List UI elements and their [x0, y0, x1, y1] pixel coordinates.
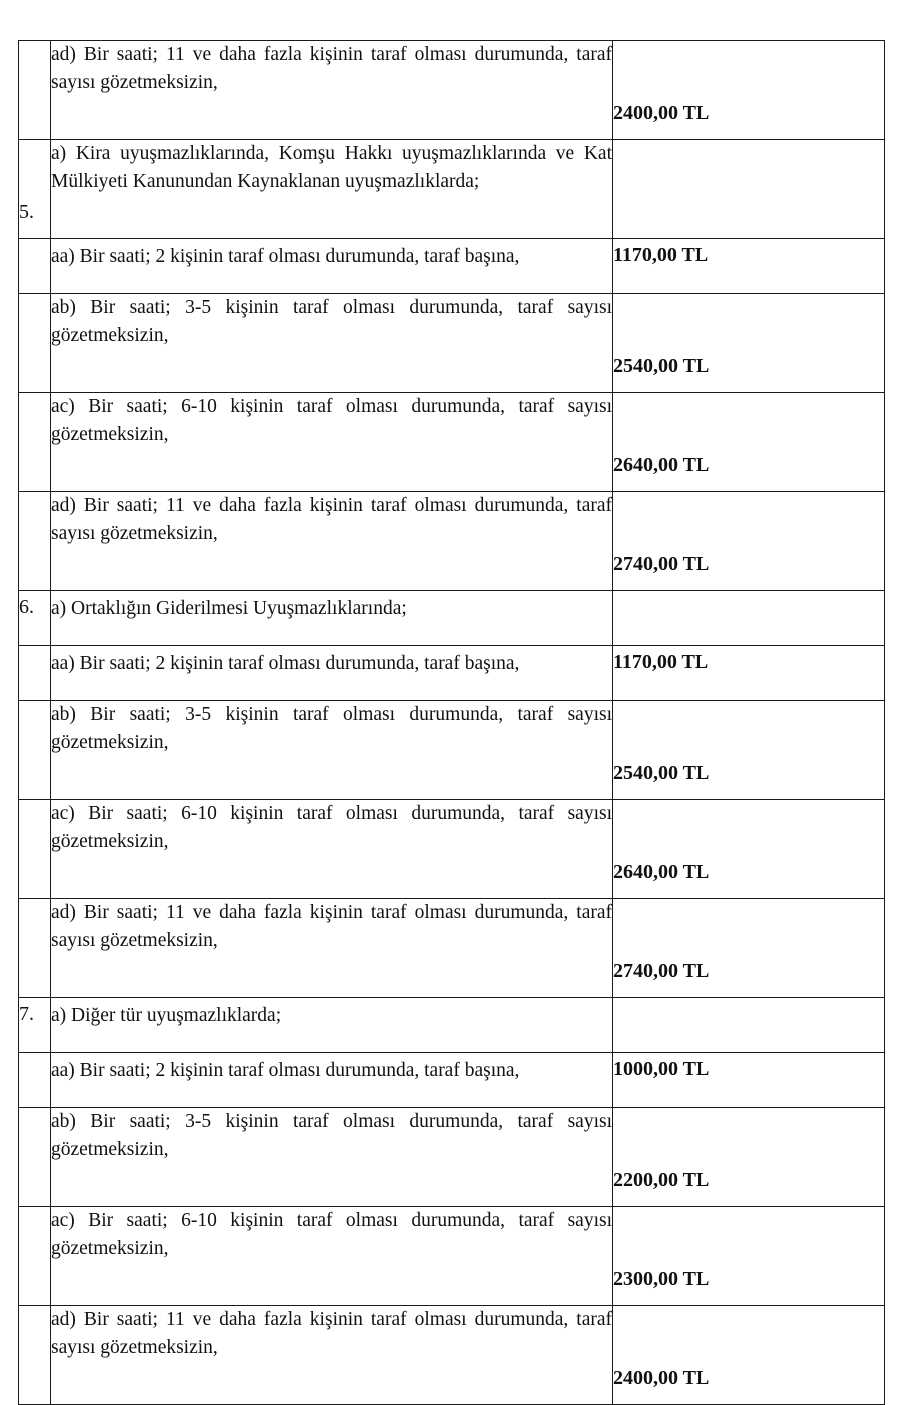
row-number: 6. [19, 591, 51, 646]
row-amount: 2740,00 TL [613, 492, 885, 591]
row-number [19, 646, 51, 701]
row-description: ac) Bir saati; 6-10 kişinin taraf olması durumunda, taraf sayısı gözetmeksizin, [51, 393, 613, 492]
row-amount: 2640,00 TL [613, 393, 885, 492]
row-description: ab) Bir saati; 3-5 kişinin taraf olması durumunda, taraf sayısı gözetmeksizin, [51, 1108, 613, 1207]
row-description: ab) Bir saati; 3-5 kişinin taraf olması durumunda, taraf sayısı gözetmeksizin, [51, 701, 613, 800]
row-amount: 2740,00 TL [613, 899, 885, 998]
table-row [19, 393, 885, 492]
row-amount [613, 591, 885, 646]
row-description: aa) Bir saati; 2 kişinin taraf olması durumunda, taraf başına, [51, 239, 613, 294]
row-description: a) Diğer tür uyuşmazlıklarda; [51, 998, 613, 1053]
row-number: 7. [19, 998, 51, 1053]
row-number [19, 41, 51, 140]
row-amount: 1000,00 TL [613, 1053, 885, 1108]
tariff-table [18, 40, 885, 1405]
row-description: ac) Bir saati; 6-10 kişinin taraf olması durumunda, taraf sayısı gözetmeksizin, [51, 1207, 613, 1306]
row-number [19, 1053, 51, 1108]
table-row [19, 239, 885, 294]
table-row [19, 140, 885, 239]
table-row [19, 294, 885, 393]
row-number [19, 1207, 51, 1306]
row-description: ab) Bir saati; 3-5 kişinin taraf olması durumunda, taraf sayısı gözetmeksizin, [51, 294, 613, 393]
row-amount: 1170,00 TL [613, 646, 885, 701]
row-number [19, 294, 51, 393]
row-number [19, 1306, 51, 1405]
row-amount: 2540,00 TL [613, 294, 885, 393]
table-row [19, 492, 885, 591]
table-row [19, 1207, 885, 1306]
row-description: a) Kira uyuşmazlıklarında, Komşu Hakkı uyuşmazlıklarında ve Kat Mülkiyeti Kanunundan Kaynaklanan uyuşmazlıklarda; [51, 140, 613, 239]
row-number [19, 701, 51, 800]
row-description: aa) Bir saati; 2 kişinin taraf olması durumunda, taraf başına, [51, 1053, 613, 1108]
table-row [19, 998, 885, 1053]
row-description: a) Ortaklığın Giderilmesi Uyuşmazlıklarında; [51, 591, 613, 646]
table-row [19, 41, 885, 140]
row-number [19, 800, 51, 899]
table-row [19, 800, 885, 899]
row-amount: 2540,00 TL [613, 701, 885, 800]
row-number [19, 899, 51, 998]
row-description: ac) Bir saati; 6-10 kişinin taraf olması durumunda, taraf sayısı gözetmeksizin, [51, 800, 613, 899]
table-row [19, 1108, 885, 1207]
row-amount [613, 140, 885, 239]
row-number [19, 393, 51, 492]
row-amount: 2640,00 TL [613, 800, 885, 899]
row-number: 5. [19, 140, 51, 239]
row-number [19, 492, 51, 591]
table-row [19, 591, 885, 646]
row-amount: 2400,00 TL [613, 41, 885, 140]
row-description: ad) Bir saati; 11 ve daha fazla kişinin taraf olması durumunda, taraf sayısı gözetmeksizin, [51, 1306, 613, 1405]
row-description: ad) Bir saati; 11 ve daha fazla kişinin taraf olması durumunda, taraf sayısı gözetmeksizin, [51, 41, 613, 140]
table-row [19, 1053, 885, 1108]
table-row [19, 701, 885, 800]
table-row [19, 899, 885, 998]
row-amount: 2300,00 TL [613, 1207, 885, 1306]
row-amount [613, 998, 885, 1053]
row-amount: 2400,00 TL [613, 1306, 885, 1405]
row-amount: 2200,00 TL [613, 1108, 885, 1207]
table-row [19, 1306, 885, 1405]
table-row [19, 646, 885, 701]
row-description: ad) Bir saati; 11 ve daha fazla kişinin taraf olması durumunda, taraf sayısı gözetmeksizin, [51, 492, 613, 591]
row-number [19, 1108, 51, 1207]
row-description: ad) Bir saati; 11 ve daha fazla kişinin taraf olması durumunda, taraf sayısı gözetmeksizin, [51, 899, 613, 998]
row-number [19, 239, 51, 294]
row-description: aa) Bir saati; 2 kişinin taraf olması durumunda, taraf başına, [51, 646, 613, 701]
row-amount: 1170,00 TL [613, 239, 885, 294]
